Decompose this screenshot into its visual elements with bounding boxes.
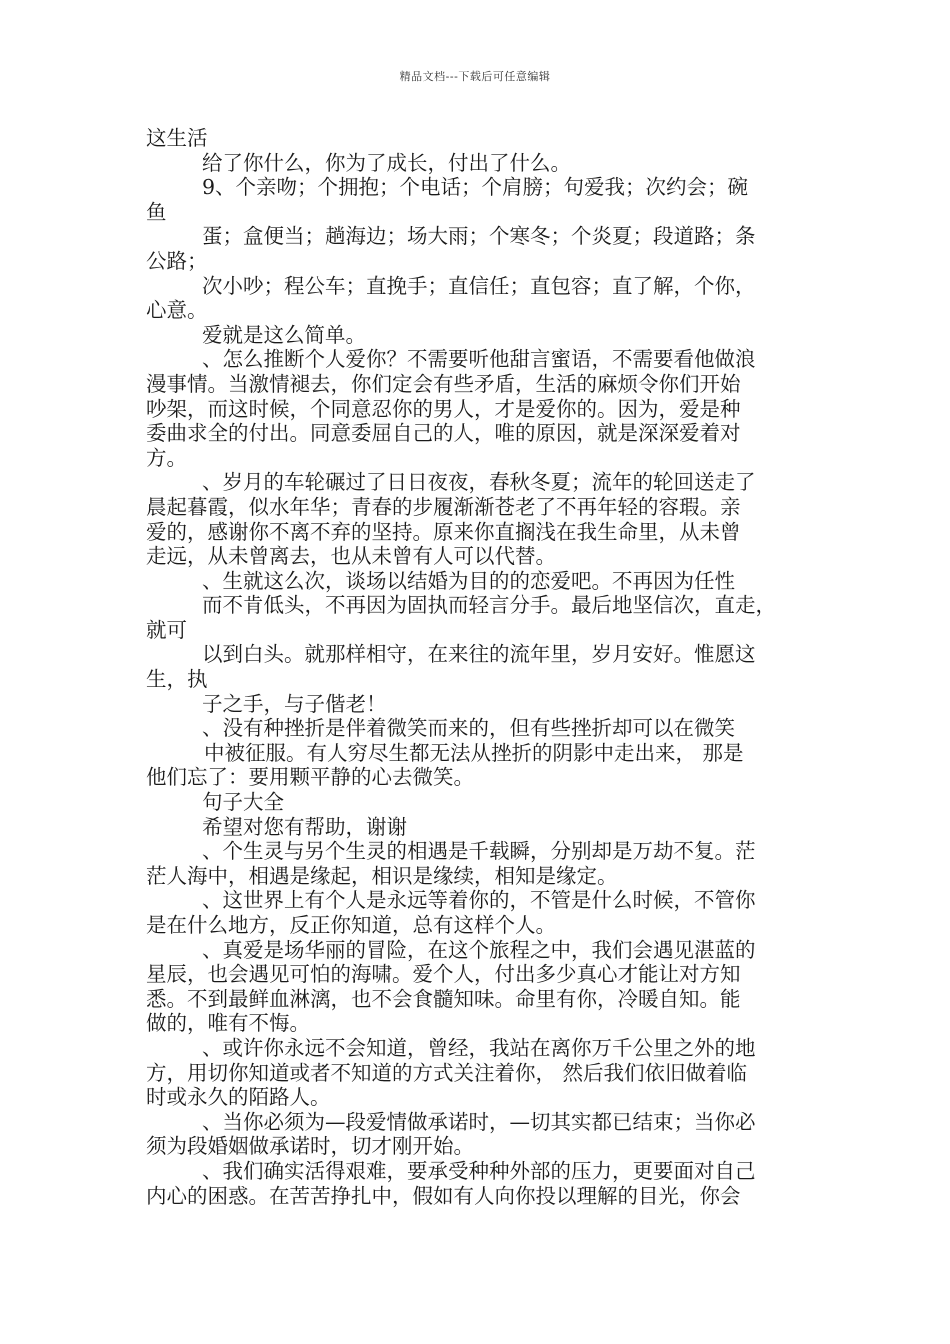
text-line: 公路； xyxy=(146,248,208,273)
text-line: 就可 xyxy=(146,617,187,642)
text-line: 9、个亲吻；个拥抱；个电话；个肩膀；句爱我；次约会；碗 xyxy=(202,175,749,200)
text-line: 悉。不到最鲜血淋漓，也不会食髓知味。命里有你，冷暖自知。能 xyxy=(146,986,741,1011)
text-line: 时或永久的陌路人。 xyxy=(146,1085,331,1110)
text-line: 句子大全 xyxy=(202,790,284,815)
text-line: 、怎么推断个人爱你？不需要听他甜言蜜语，不需要看他做浪 xyxy=(202,347,756,372)
text-line: 鱼 xyxy=(146,199,167,224)
text-line: 、这世界上有个人是永远等着你的，不管是什么时候，不管你 xyxy=(202,888,756,913)
text-line: 内心的困惑。在苦苦挣扎中，假如有人向你投以理解的目光，你会 xyxy=(146,1183,741,1208)
text-line: 而不肯低头，不再因为固执而轻言分手。最后地坚信次，直走， xyxy=(202,593,776,618)
text-line: 方，用切你知道或者不知道的方式关注着你， 然后我们依旧做着临 xyxy=(146,1060,748,1085)
text-line: 、当你必须为—段爱情做承诺时，—切其实都已结束；当你必 xyxy=(202,1109,756,1134)
text-line: 心意。 xyxy=(146,298,208,323)
text-line: 、岁月的车轮碾过了日日夜夜，春秋冬夏；流年的轮回送走了 xyxy=(202,470,756,495)
text-line: 、我们确实活得艰难，要承受种种外部的压力，更要面对自己 xyxy=(202,1158,756,1183)
text-line: 是在什么地方，反正你知道，总有这样个人。 xyxy=(146,913,556,937)
text-line: 、生就这么次，谈场以结婚为目的的恋爱吧。不再因为任性 xyxy=(202,568,735,593)
text-line: 次小吵；程公车；直挽手；直信任；直包容；直了解，个你， xyxy=(202,273,756,298)
text-line: 希望对您有帮助，谢谢 xyxy=(202,814,407,839)
page-header: 精品文档---下载后可任意编辑 xyxy=(399,70,551,83)
text-line: 子之手，与子偕老！ xyxy=(202,691,387,716)
text-line: 爱的，感谢你不离不弃的坚持。原来你直搁浅在我生命里，从未曾 xyxy=(146,519,741,544)
text-line: 、真爱是场华丽的冒险，在这个旅程之中，我们会遇见湛蓝的 xyxy=(202,937,756,962)
text-line: 、没有种挫折是伴着微笑而来的，但有些挫折却可以在微笑 xyxy=(202,716,735,741)
text-line: 中被征服。有人穷尽生都无法从挫折的阴影中走出来， 那是 xyxy=(204,740,744,765)
text-line: 他们忘了：要用颗平静的心去微笑。 xyxy=(146,765,474,790)
text-line: 给了你什么，你为了成长，付出了什么。 xyxy=(202,150,571,175)
text-line: 、或许你永远不会知道，曾经，我站在离你万千公里之外的地 xyxy=(202,1035,756,1060)
text-line: 做的，唯有不悔。 xyxy=(146,1011,310,1036)
text-line: 茫人海中，相遇是缘起，相识是缘续，相知是缘定。 xyxy=(146,863,618,888)
text-line: 这生活 xyxy=(146,126,208,150)
text-line: 走远，从未曾离去，也从未曾有人可以代替。 xyxy=(146,544,556,569)
text-line: 生，执 xyxy=(146,667,208,692)
text-line: 晨起暮霞，似水年华；青春的步履渐渐苍老了不再年轻的容瑕。亲 xyxy=(146,494,741,519)
text-line: 星辰，也会遇见可怕的海啸。爱个人，付出多少真心才能让对方知 xyxy=(146,962,741,987)
text-line: 吵架，而这时候，个同意忍你的男人，才是爱你的。因为，爱是种 xyxy=(146,396,741,421)
text-line: 以到白头。就那样相守，在来往的流年里，岁月安好。惟愿这 xyxy=(202,642,756,667)
text-line: 、个生灵与另个生灵的相遇是千载瞬，分别却是万劫不复。茫 xyxy=(202,839,756,864)
text-line: 须为段婚姻做承诺时，切才刚开始。 xyxy=(146,1134,474,1159)
text-line: 蛋；盒便当；趟海边；场大雨；个寒冬；个炎夏；段道路；条 xyxy=(202,224,756,249)
text-line: 爱就是这么简单。 xyxy=(202,322,366,347)
document-body xyxy=(146,126,810,1208)
text-line: 方。 xyxy=(146,445,187,470)
text-line: 委曲求全的付出。同意委屈自己的人，唯的原因，就是深深爱着对 xyxy=(146,421,741,446)
text-line: 漫事情。当激情褪去，你们定会有些矛盾，生活的麻烦令你们开始 xyxy=(146,371,741,396)
